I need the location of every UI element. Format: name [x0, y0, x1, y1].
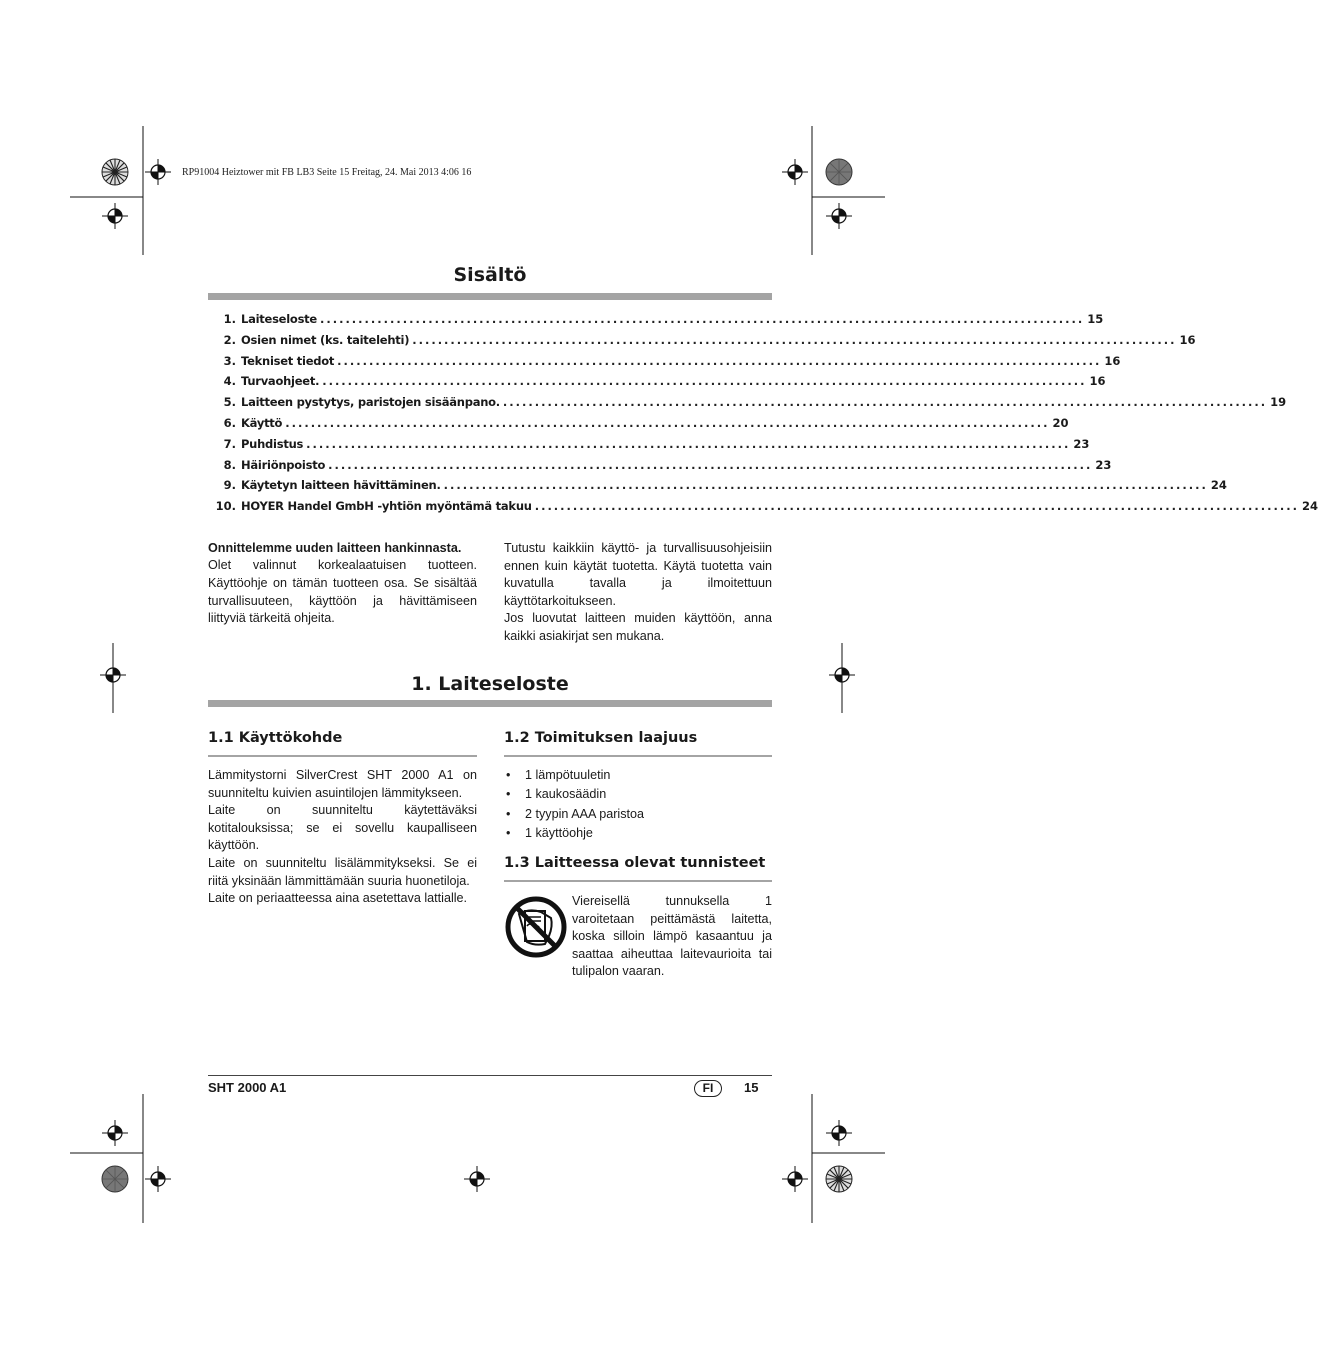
toc-leader-dots: ........................................................................................................................ [328, 458, 1093, 472]
intro-left [208, 540, 477, 628]
delivery-list [504, 766, 772, 843]
toc-title: Sisältö [453, 264, 527, 286]
footer-rule [208, 1075, 772, 1076]
toc-row [208, 478, 1227, 498]
toc-item-title: Turvaohjeet. [241, 374, 320, 388]
toc-item-title: Tekniset tiedot [241, 354, 335, 368]
toc-item-number: 7. [223, 437, 236, 451]
toc-row [208, 374, 1106, 394]
language-badge: FI [694, 1080, 722, 1097]
subsection-1-1-title: 1.1 Käyttökohde [208, 730, 343, 746]
toc-item-page: 16 [1089, 374, 1106, 388]
marking-text: Viereisellä tunnuksella 1 varoitetaan peittämästä laitetta, koska silloin lämpö kasaantuu ja saattaa aiheuttaa laitevaurioita tai tulipalon vaaran. [572, 894, 772, 979]
bullet: • [506, 825, 511, 840]
bullet: • [506, 787, 511, 802]
toc-item-title: Käyttö [241, 416, 283, 430]
toc-item-number: 5. [223, 395, 236, 409]
section-title-bar [208, 700, 772, 707]
subsection-1-2-rule [504, 755, 772, 757]
list-item [504, 824, 772, 843]
footer-model: SHT 2000 A1 [208, 1080, 287, 1095]
toc-item-number: 4. [223, 374, 236, 388]
toc-leader-dots: ........................................................................................................................ [285, 416, 1050, 430]
usage-para: Laite on periaatteessa aina asetettava lattialle. [208, 891, 468, 906]
toc-item-title: Osien nimet (ks. taitelehti) [241, 333, 410, 347]
toc-item-title: Käytetyn laitteen hävittäminen. [241, 478, 441, 492]
list-item-text: 1 kaukosäädin [525, 787, 607, 802]
intro-right-p1: Tutustu kaikkiin käyttö- ja turvallisuusohjeisiin ennen kuin käytät tuotetta. Käytä tuotetta vain kuvatulla tavalla ja ilmoitettuun käyttötarkoitukseen. [504, 541, 772, 608]
bullet: • [506, 806, 511, 821]
toc-leader-dots: ........................................................................................................................ [337, 354, 1102, 368]
toc-leader-dots: ........................................................................................................................ [319, 312, 1085, 326]
toc-row [208, 354, 1121, 374]
subsection-1-3-title: 1.3 Laitteessa olevat tunnisteet [504, 855, 766, 871]
toc-leader-dots: ........................................................................................................................ [502, 395, 1268, 409]
toc-leader-dots: ........................................................................................................................ [412, 333, 1177, 347]
toc-item-page: 16 [1104, 354, 1121, 368]
list-item-text: 1 käyttöohje [525, 825, 593, 840]
toc-title-bar [208, 293, 772, 300]
toc-item-number: 8. [223, 458, 236, 472]
list-item [504, 766, 772, 785]
toc-leader-dots: ........................................................................................................................ [534, 499, 1299, 513]
toc-item-page: 19 [1270, 395, 1287, 409]
subsection-1-1-rule [208, 755, 477, 757]
intro-right-p2: Jos luovutat laitteen muiden käyttöön, anna kaikki asiakirjat sen mukana. [504, 611, 772, 643]
list-item-text: 1 lämpötuuletin [525, 768, 611, 782]
toc-item-page: 24 [1301, 499, 1318, 513]
section-title: 1. Laiteseloste [411, 673, 569, 695]
toc-item-number: 10. [215, 499, 236, 513]
print-slug: RP91004 Heiztower mit FB LB3 Seite 15 Freitag, 24. Mai 2013 4:06 16 [182, 167, 472, 178]
subsection-1-2-title: 1.2 Toimituksen laajuus [504, 730, 698, 746]
toc-row [208, 395, 1287, 415]
intro-right [504, 540, 772, 646]
toc-item-number: 9. [223, 478, 236, 492]
toc-leader-dots: ........................................................................................................................ [443, 478, 1208, 492]
toc-row [208, 333, 1196, 353]
toc-item-title: Häiriönpoisto [241, 458, 326, 472]
intro-left-text: Olet valinnut korkealaatuisen tuotteen. Käyttöohje on tämän tuotteen osa. Se sisältää turvallisuuteen, käyttöön ja hävittämiseen liittyviä tärkeitä ohjeita. [208, 558, 477, 626]
toc-item-page: 20 [1052, 416, 1069, 430]
usage-para: Lämmitystorni SilverCrest SHT 2000 A1 on suunniteltu kuivien asuintilojen lämmitykseen. [208, 768, 477, 800]
toc-item-title: Laiteseloste [241, 312, 317, 326]
page-number: 15 [744, 1080, 759, 1095]
subsection-1-1-body [208, 767, 477, 908]
toc-item-page: 16 [1179, 333, 1196, 347]
usage-para: Laite on suunniteltu käytettäväksi kotitalouksissa; se ei sovellu kaupalliseen käyttöön. [208, 803, 477, 853]
toc-leader-dots: ........................................................................................................................ [306, 437, 1071, 451]
intro-lead: Onnittelemme uuden laitteen hankinnasta. [208, 541, 462, 555]
toc-row [208, 458, 1112, 478]
toc-row [208, 437, 1090, 457]
toc-item-title: HOYER Handel GmbH -yhtiön myöntämä takuu [241, 499, 532, 513]
toc-item-page: 24 [1210, 478, 1227, 492]
toc-item-title: Laitteen pystytys, paristojen sisäänpano. [241, 395, 500, 409]
list-item-text: 2 tyypin AAA paristoa [525, 806, 645, 821]
toc-row [208, 499, 1318, 519]
toc-item-page: 15 [1087, 312, 1104, 326]
bullet: • [506, 768, 511, 782]
toc-item-page: 23 [1095, 458, 1112, 472]
no-covering-warning-icon [505, 896, 567, 958]
toc-item-number: 6. [223, 416, 236, 430]
toc-item-number: 3. [223, 354, 236, 368]
subsection-1-3-rule [504, 880, 772, 882]
toc-leader-dots: ........................................................................................................................ [322, 374, 1087, 388]
list-item [504, 805, 772, 824]
list-item [504, 785, 772, 804]
usage-para: Laite on suunniteltu lisälämmitykseksi. Se ei riitä yksinään lämmittämään suuria huonetiloja. [208, 855, 477, 888]
toc-item-number: 2. [223, 333, 236, 347]
toc-item-page: 23 [1073, 437, 1090, 451]
toc-item-number: 1. [223, 312, 236, 326]
toc-item-title: Puhdistus [241, 437, 304, 451]
toc-row [208, 312, 1104, 332]
toc-row [208, 416, 1069, 436]
